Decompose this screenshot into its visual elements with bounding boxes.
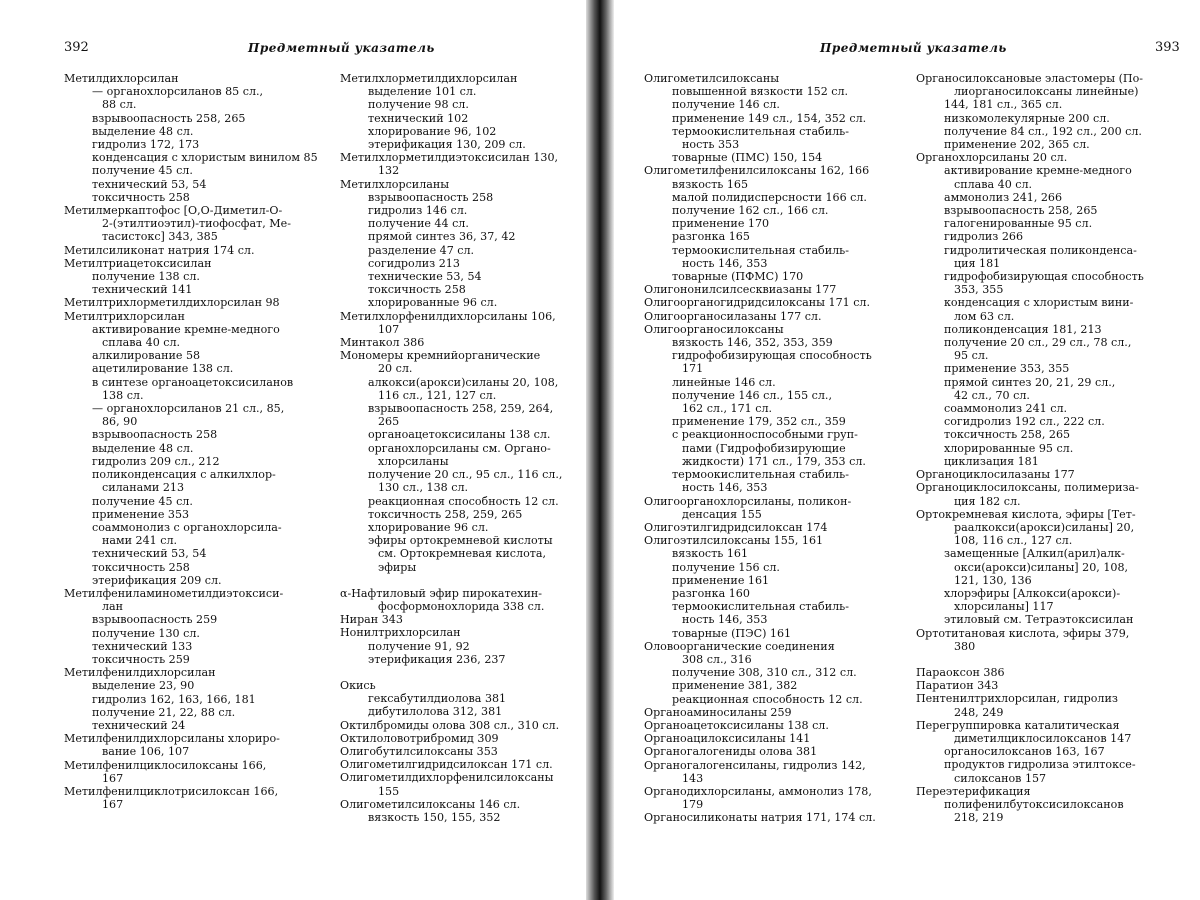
index-subentry: 86, 90 xyxy=(102,415,138,429)
index-entry: Пентенилтрихлорсилан, гидролиз xyxy=(916,692,1118,706)
index-subentry: поликонденсация с алкилхлор- xyxy=(92,468,276,482)
index-subentry: пами (Гидрофобизирующие xyxy=(682,441,846,455)
index-subentry: полифенилбутоксисилоксанов xyxy=(944,797,1124,811)
index-entry: Ортотитановая кислота, эфиры 379, xyxy=(916,626,1130,640)
index-subentry: в синтезе органоацетоксисиланов xyxy=(92,375,294,389)
index-subentry: токсичность 258, 265 xyxy=(944,428,1071,442)
index-entry: Минтакол 386 xyxy=(340,336,425,350)
index-entry: Органоциклосилоксаны, полимериза- xyxy=(916,481,1139,495)
index-subentry: продуктов гидролиза этилтоксе- xyxy=(944,758,1136,772)
index-subentry: 116 сл., 121, 127 сл. xyxy=(378,388,497,402)
index-subentry: получение 84 сл., 192 сл., 200 сл. xyxy=(944,124,1142,138)
index-entry: Ниран 343 xyxy=(340,613,403,627)
index-subentry: дибутилолова 312, 381 xyxy=(368,705,503,719)
right-running-title: Предметный указатель xyxy=(820,41,1007,55)
index-entry: Нонилтрихлорсилан xyxy=(340,626,461,640)
index-subentry: линейные 146 сл. xyxy=(672,375,776,389)
index-subentry: 248, 249 xyxy=(954,705,1004,719)
index-subentry: получение 156 сл. xyxy=(672,560,780,574)
index-subentry: токсичность 258 xyxy=(92,560,190,574)
index-subentry: алкилирование 58 xyxy=(92,349,201,363)
index-entry: Метилхлорметилдиэтоксисилан 130, xyxy=(340,151,559,165)
index-subentry: лан xyxy=(102,600,124,614)
index-subentry: получение 20 сл., 95 сл., 116 сл., xyxy=(368,468,563,482)
index-subentry: хлорсиланы xyxy=(378,454,449,468)
index-subentry: силоксанов 157 xyxy=(954,771,1047,785)
index-subentry: ция 181 xyxy=(954,256,1001,270)
index-subentry: 308 сл., 316 xyxy=(682,652,752,666)
index-entry: Органодихлорсиланы, аммонолиз 178, xyxy=(644,784,872,798)
index-subentry: термоокислительная стабиль- xyxy=(672,468,849,482)
index-subentry: галогенированные 95 сл. xyxy=(944,217,1093,231)
index-subentry: 144, 181 сл., 365 сл. xyxy=(944,98,1063,112)
index-entry: Окись xyxy=(340,678,376,692)
index-subentry xyxy=(916,653,1196,666)
index-entry: Переэтерификация xyxy=(916,784,1031,798)
index-entry: Параоксон 386 xyxy=(916,665,1005,679)
index-subentry: 143 xyxy=(682,771,704,785)
index-subentry: низкомолекулярные 200 сл. xyxy=(944,111,1110,125)
index-subentry: товарные (ПФМС) 170 xyxy=(672,270,804,284)
index-entry: Органогалогениды олова 381 xyxy=(644,745,818,759)
index-subentry: 121, 130, 136 xyxy=(954,573,1032,587)
index-subentry: применение 353 xyxy=(92,507,190,521)
index-subentry: получение 308, 310 сл., 312 сл. xyxy=(672,666,857,680)
index-subentry: циклизация 181 xyxy=(944,454,1039,468)
index-subentry: выделение 23, 90 xyxy=(92,679,195,693)
index-subentry: — органохлорсиланов 85 сл., xyxy=(92,85,264,99)
index-subentry: термоокислительная стабиль- xyxy=(672,243,849,257)
index-subentry: согидролиз 213 xyxy=(368,256,460,270)
index-subentry: хлорсиланы] 117 xyxy=(954,600,1054,614)
index-subentry: окси(арокси)силаны] 20, 108, xyxy=(954,560,1129,574)
index-subentry: технический 24 xyxy=(92,718,186,732)
index-subentry: товарные (ПЭС) 161 xyxy=(672,626,792,640)
index-subentry: раалкокси(арокси)силаны] 20, xyxy=(954,520,1135,534)
index-subentry: 132 xyxy=(378,164,400,178)
index-entry: Метилфенилдихлорсилан xyxy=(64,666,216,680)
index-entry: Олигоорганогидридсилоксаны 171 сл. xyxy=(644,296,871,310)
index-entry: Метилсиликонат натрия 174 сл. xyxy=(64,243,255,257)
index-entry: Метилхлорсиланы xyxy=(340,177,450,191)
index-subentry: прямой синтез 36, 37, 42 xyxy=(368,230,516,244)
index-entry: Метилфениламинометилдиэтоксиси- xyxy=(64,586,284,600)
index-entry: Метилтриацетоксисилан xyxy=(64,256,212,270)
index-subentry: технический 53, 54 xyxy=(92,547,207,561)
index-subentry: хлорирование 96 сл. xyxy=(368,520,489,534)
index-subentry: сплава 40 сл. xyxy=(102,336,181,350)
index-entry: Мономеры кремнийорганические xyxy=(340,349,541,363)
index-subentry: сплава 40 сл. xyxy=(954,177,1033,191)
index-subentry: этерификация 236, 237 xyxy=(368,652,506,666)
index-subentry: 155 xyxy=(378,784,400,798)
index-subentry: взрывоопасность 258 xyxy=(92,428,218,442)
index-subentry: ность 146, 353 xyxy=(682,481,768,495)
index-subentry: активирование кремне-медного xyxy=(92,322,280,336)
index-subentry: 380 xyxy=(954,639,976,653)
index-subentry: 2-(этилтиоэтил)-тиофосфат, Ме- xyxy=(102,217,291,231)
index-subentry: технический 102 xyxy=(368,111,469,125)
index-subentry: 88 сл. xyxy=(102,98,137,112)
index-subentry: применение 353, 355 xyxy=(944,362,1070,376)
index-entry: Олигоэтилсилоксаны 155, 161 xyxy=(644,534,824,548)
left-page-number: 392 xyxy=(64,40,89,55)
index-subentry: поликонденсация 181, 213 xyxy=(944,322,1102,336)
right-column-2 xyxy=(916,72,1196,824)
index-subentry: получение 21, 22, 88 сл. xyxy=(92,705,236,719)
index-subentry: получение 146 сл. xyxy=(672,98,780,112)
index-subentry: гидрофобизирующая способность xyxy=(672,349,872,363)
index-subentry: замещенные [Алкил(арил)алк- xyxy=(944,547,1125,561)
index-entry: Органогалогенсиланы, гидролиз 142, xyxy=(644,758,866,772)
index-subentry: эфиры ортокремневой кислоты xyxy=(368,534,553,548)
index-subentry xyxy=(340,666,585,679)
index-subentry: гексабутилдиолова 381 xyxy=(368,692,507,706)
index-subentry: выделение 48 сл. xyxy=(92,441,194,455)
index-subentry: конденсация с хлористым винилом 85 xyxy=(92,151,318,165)
index-subentry: диметилциклосилоксанов 147 xyxy=(954,731,1132,745)
index-entry: Олигоэтилгидридсилоксан 174 xyxy=(644,520,828,534)
index-subentry: разгонка 160 xyxy=(672,586,750,600)
index-subentry: алкокси(арокси)силаны 20, 108, xyxy=(368,375,559,389)
index-subentry: эфиры xyxy=(378,560,417,574)
index-entry: Органоциклосилазаны 177 xyxy=(916,468,1075,482)
index-subentry: токсичность 258, 259, 265 xyxy=(368,507,523,521)
index-entry: Олигометилдихлорфенилсилоксаны xyxy=(340,771,554,785)
index-subentry: получение 20 сл., 29 сл., 78 сл., xyxy=(944,336,1132,350)
index-subentry: хлорированные 96 сл. xyxy=(368,296,498,310)
index-subentry: жидкости) 171 сл., 179, 353 сл. xyxy=(682,454,866,468)
index-entry: Олигометилгидридсилоксан 171 сл. xyxy=(340,758,553,772)
index-entry: Органоацилоксисиланы 141 xyxy=(644,732,811,746)
index-entry: Оловоорганические соединения xyxy=(644,639,835,653)
right-page xyxy=(610,0,1200,900)
index-subentry: 265 xyxy=(378,415,400,429)
index-entry: Метилдихлорсилан xyxy=(64,72,179,85)
index-subentry: 130 сл., 138 сл. xyxy=(378,481,469,495)
index-entry: Органоацетоксисиланы 138 сл. xyxy=(644,718,829,732)
index-entry: Метилтрихлорсилан xyxy=(64,309,185,323)
left-running-title: Предметный указатель xyxy=(248,41,435,55)
index-subentry: фосформонохлорида 338 сл. xyxy=(378,599,545,613)
index-subentry: 95 сл. xyxy=(954,349,989,363)
index-subentry: лиорганосилоксаны линейные) xyxy=(954,85,1139,99)
left-page xyxy=(0,0,590,900)
index-entry: Метилтрихлорметилдихлорсилан 98 xyxy=(64,296,280,310)
index-entry: Олигобутилсилоксаны 353 xyxy=(340,744,498,758)
index-subentry: этерификация 209 сл. xyxy=(92,573,222,587)
index-subentry: 218, 219 xyxy=(954,811,1004,825)
index-subentry: выделение 101 сл. xyxy=(368,85,477,99)
index-subentry: гидролиз 162, 163, 166, 181 xyxy=(92,692,256,706)
index-subentry: реакционная способность 12 сл. xyxy=(368,494,559,508)
index-entry: Олигоорганосилазаны 177 сл. xyxy=(644,309,822,323)
index-entry: α-Нафтиловый эфир пирокатехин- xyxy=(340,586,542,600)
index-subentry xyxy=(340,574,585,587)
index-subentry: взрывоопасность 259 xyxy=(92,613,218,627)
index-entry: Октилоловотрибромид 309 xyxy=(340,731,499,745)
index-subentry: ацетилирование 138 сл. xyxy=(92,362,234,376)
index-subentry: применение 149 сл., 154, 352 сл. xyxy=(672,111,867,125)
index-subentry: гидролиз 146 сл. xyxy=(368,204,468,218)
index-subentry: соаммонолиз 241 сл. xyxy=(944,402,1068,416)
index-subentry: получение 98 сл. xyxy=(368,98,469,112)
index-subentry: ность 146, 353 xyxy=(682,256,768,270)
index-subentry: 107 xyxy=(378,322,400,336)
index-subentry: 20 сл. xyxy=(378,362,413,376)
index-subentry: аммонолиз 241, 266 xyxy=(944,190,1063,204)
index-subentry: технический 133 xyxy=(92,639,193,653)
index-subentry: получение 162 сл., 166 сл. xyxy=(672,204,829,218)
index-subentry: повышенной вязкости 152 сл. xyxy=(672,85,849,99)
index-subentry: взрывоопасность 258, 265 xyxy=(92,111,246,125)
index-entry: Метилфенилдихлорсиланы хлориро- xyxy=(64,732,280,746)
index-entry: Органоаминосиланы 259 xyxy=(644,705,792,719)
right-column-1 xyxy=(644,72,914,825)
index-entry: Октилбромиды олова 308 сл., 310 сл. xyxy=(340,718,560,732)
index-subentry: ность 353 xyxy=(682,138,740,152)
index-subentry: активирование кремне-медного xyxy=(944,164,1132,178)
index-subentry: выделение 48 сл. xyxy=(92,124,194,138)
index-subentry: получение 146 сл., 155 сл., xyxy=(672,388,832,402)
index-subentry: гидролитическая поликонденса- xyxy=(944,243,1137,257)
index-subentry: соаммонолиз с органохлорсила- xyxy=(92,520,282,534)
index-subentry: согидролиз 192 сл., 222 сл. xyxy=(944,415,1105,429)
index-subentry: 162 сл., 171 сл. xyxy=(682,402,773,416)
index-subentry: силанами 213 xyxy=(102,481,185,495)
index-subentry: применение 202, 365 сл. xyxy=(944,138,1090,152)
index-subentry: вание 106, 107 xyxy=(102,745,190,759)
index-subentry: токсичность 258 xyxy=(92,190,190,204)
index-subentry: получение 91, 92 xyxy=(368,639,470,653)
index-subentry: 353, 355 xyxy=(954,283,1004,297)
index-subentry: гидролиз 266 xyxy=(944,230,1024,244)
index-subentry: вязкость 150, 155, 352 xyxy=(368,810,501,824)
index-entry: Метилхлорфенилдихлорсиланы 106, xyxy=(340,309,556,323)
index-entry: Олигоорганохлорсиланы, поликон- xyxy=(644,494,852,508)
index-subentry: 108, 116 сл., 127 сл. xyxy=(954,534,1073,548)
index-subentry: гидролиз 209 сл., 212 xyxy=(92,454,220,468)
index-subentry: органосилоксанов 163, 167 xyxy=(944,745,1105,759)
right-page-number: 393 xyxy=(1155,40,1180,55)
index-subentry: малой полидисперсности 166 сл. xyxy=(672,190,867,204)
index-subentry: органоацетоксисиланы 138 сл. xyxy=(368,428,551,442)
index-entry: Олигометилфенилсилоксаны 162, 166 xyxy=(644,164,870,178)
index-subentry: органохлорсиланы см. Органо- xyxy=(368,441,551,455)
index-subentry: взрывоопасность 258 xyxy=(368,190,494,204)
index-entry: Перегруппировка каталитическая xyxy=(916,718,1120,732)
index-subentry: применение 179, 352 сл., 359 xyxy=(672,415,846,429)
index-entry: Метилфенилциклотрисилоксан 166, xyxy=(64,784,279,798)
index-subentry: этиловый см. Тетраэтоксисилан xyxy=(944,613,1134,627)
index-entry: Олигометилсилоксаны 146 сл. xyxy=(340,797,521,811)
index-subentry: товарные (ПМС) 150, 154 xyxy=(672,151,823,165)
index-subentry: разгонка 165 xyxy=(672,230,750,244)
index-subentry: токсичность 258 xyxy=(368,283,466,297)
index-subentry: технический 141 xyxy=(92,283,193,297)
index-subentry: см. Ортокремневая кислота, xyxy=(378,547,547,561)
index-subentry: лом 63 сл. xyxy=(954,309,1015,323)
index-subentry: с реакционноспособными груп- xyxy=(672,428,858,442)
index-subentry: получение 45 сл. xyxy=(92,164,193,178)
index-entry: Органохлорсиланы 20 сл. xyxy=(916,151,1068,165)
index-subentry: 171 xyxy=(682,362,704,376)
index-entry: Олигоорганосилоксаны xyxy=(644,322,784,336)
index-subentry: гидролиз 172, 173 xyxy=(92,138,200,152)
index-subentry: ность 146, 353 xyxy=(682,613,768,627)
index-subentry: денсация 155 xyxy=(682,507,762,521)
index-subentry: термоокислительная стабиль- xyxy=(672,600,849,614)
index-subentry: 138 сл. xyxy=(102,388,144,402)
index-entry: Паратион 343 xyxy=(916,679,999,693)
index-subentry: ция 182 сл. xyxy=(954,494,1021,508)
index-subentry: гидрофобизирующая способность xyxy=(944,270,1144,284)
index-subentry: 179 xyxy=(682,798,704,812)
index-entry: Метилмеркаптофос [О,О-Диметил-О- xyxy=(64,204,283,218)
index-subentry: 42 сл., 70 сл. xyxy=(954,388,1030,402)
index-subentry: взрывоопасность 258, 259, 264, xyxy=(368,402,554,416)
index-subentry: конденсация с хлористым вини- xyxy=(944,296,1134,310)
index-subentry: вязкость 146, 352, 353, 359 xyxy=(672,336,833,350)
index-subentry: применение 161 xyxy=(672,573,770,587)
index-subentry: хлорэфиры [Алкокси(арокси)- xyxy=(944,586,1121,600)
index-subentry: получение 44 сл. xyxy=(368,217,469,231)
index-entry: Метилхлорметилдихлорсилан xyxy=(340,72,518,85)
index-subentry: хлорированные 95 сл. xyxy=(944,441,1074,455)
index-subentry: — органохлорсиланов 21 сл., 85, xyxy=(92,402,285,416)
index-subentry: технические 53, 54 xyxy=(368,270,482,284)
index-subentry: нами 241 сл. xyxy=(102,534,178,548)
index-subentry: прямой синтез 20, 21, 29 сл., xyxy=(944,375,1116,389)
left-column-2 xyxy=(340,72,585,824)
index-entry: Органосилоксановые эластомеры (По- xyxy=(916,72,1144,85)
index-subentry: термоокислительная стабиль- xyxy=(672,124,849,138)
index-subentry: взрывоопасность 258, 265 xyxy=(944,204,1098,218)
index-subentry: хлорирование 96, 102 xyxy=(368,124,497,138)
index-entry: Органосиликонаты натрия 171, 174 сл. xyxy=(644,811,876,825)
index-subentry: получение 45 сл. xyxy=(92,494,193,508)
index-subentry: реакционная способность 12 сл. xyxy=(672,692,863,706)
index-entry: Ортокремневая кислота, эфиры [Тет- xyxy=(916,507,1136,521)
index-subentry: получение 138 сл. xyxy=(92,270,200,284)
index-subentry: применение 170 xyxy=(672,217,770,231)
index-subentry: тасистокс] 343, 385 xyxy=(102,230,218,244)
index-entry: Олигометилсилоксаны xyxy=(644,72,780,85)
index-subentry: разделение 47 сл. xyxy=(368,243,475,257)
index-subentry: токсичность 259 xyxy=(92,652,190,666)
index-subentry: вязкость 165 xyxy=(672,177,748,191)
index-subentry: этерификация 130, 209 сл. xyxy=(368,138,526,152)
index-subentry: 167 xyxy=(102,771,124,785)
index-subentry: технический 53, 54 xyxy=(92,177,207,191)
index-entry: Метилфенилциклосилоксаны 166, xyxy=(64,758,267,772)
left-column-1 xyxy=(64,72,334,811)
index-subentry: получение 130 сл. xyxy=(92,626,200,640)
index-subentry: вязкость 161 xyxy=(672,547,748,561)
index-entry: Олигононилсилсесквиазаны 177 xyxy=(644,283,837,297)
index-subentry: применение 381, 382 xyxy=(672,679,798,693)
index-subentry: 167 xyxy=(102,798,124,812)
